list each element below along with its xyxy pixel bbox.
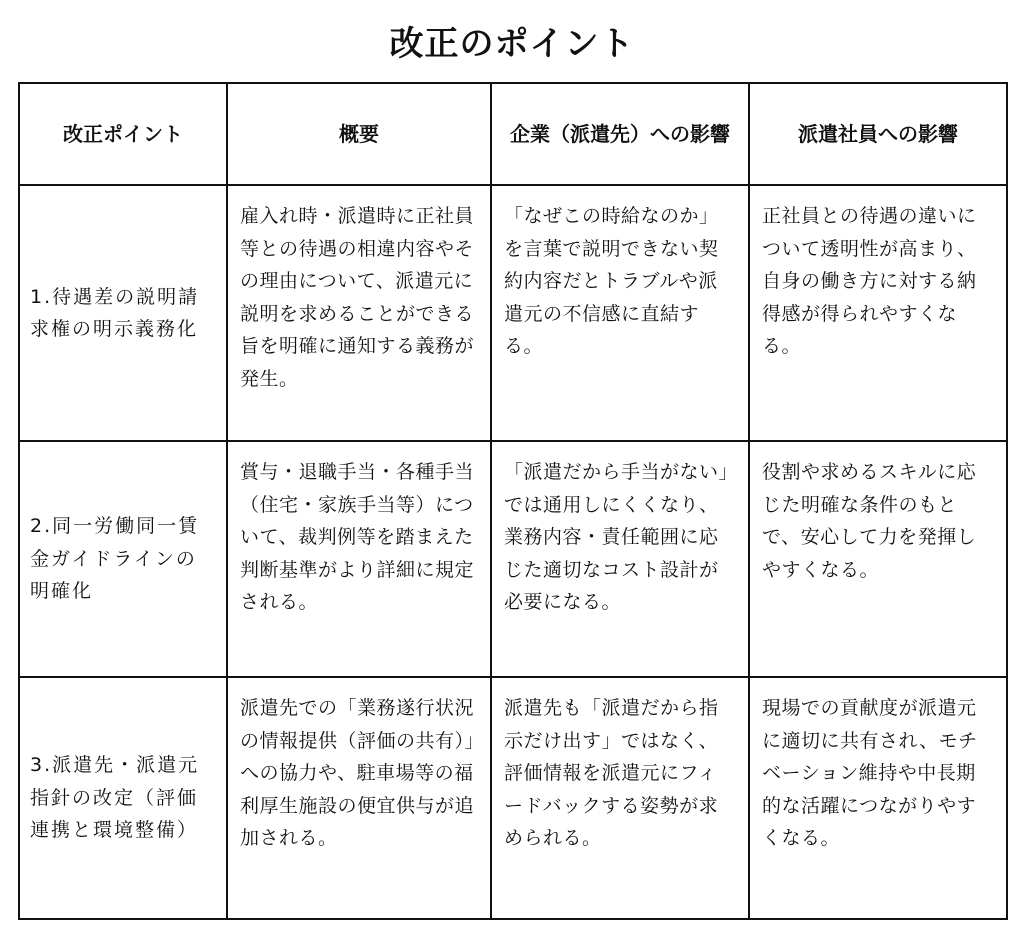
header-overview: 概要 [227, 83, 491, 185]
table-row [19, 677, 1007, 919]
table-row [19, 185, 1007, 441]
cell-overview: 雇入れ時・派遣時に正社員等との待遇の相違内容やその理由について、派遣元に説明を求めることができる旨を明確に通知する義務が発生。 [227, 185, 491, 441]
cell-company-impact: 「派遣だから手当がない」では通用しにくくなり、業務内容・責任範囲に応じた適切なコスト設計が必要になる。 [491, 441, 749, 677]
table-row [19, 441, 1007, 677]
cell-overview: 派遣先での「業務遂行状況の情報提供（評価の共有）」への協力や、駐車場等の福利厚生施設の便宜供与が追加される。 [227, 677, 491, 919]
cell-point: 1.待遇差の説明請求権の明示義務化 [19, 185, 227, 441]
cell-point: 3.派遣先・派遣元指針の改定（評価連携と環境整備） [19, 677, 227, 919]
cell-company-impact: 「なぜこの時給なのか」を言葉で説明できない契約内容だとトラブルや派遣元の不信感に直結する。 [491, 185, 749, 441]
header-company-impact: 企業（派遣先）への影響 [491, 83, 749, 185]
cell-point: 2.同一労働同一賃金ガイドラインの明確化 [19, 441, 227, 677]
page-title: 改正のポイント [389, 24, 635, 64]
table-header-row [19, 83, 1007, 185]
header-worker-impact: 派遣社員への影響 [749, 83, 1007, 185]
reform-points-table [18, 82, 1008, 920]
cell-overview: 賞与・退職手当・各種手当（住宅・家族手当等）について、裁判例等を踏まえた判断基準がより詳細に規定される。 [227, 441, 491, 677]
cell-company-impact: 派遣先も「派遣だから指示だけ出す」ではなく、評価情報を派遣元にフィードバックする姿勢が求められる。 [491, 677, 749, 919]
header-point: 改正ポイント [19, 83, 227, 185]
cell-worker-impact: 現場での貢献度が派遣元に適切に共有され、モチベーション維持や中長期的な活躍につながりやすくなる。 [749, 677, 1007, 919]
cell-worker-impact: 正社員との待遇の違いについて透明性が高まり、自身の働き方に対する納得感が得られやすくなる。 [749, 185, 1007, 441]
cell-worker-impact: 役割や求めるスキルに応じた明確な条件のもとで、安心して力を発揮しやすくなる。 [749, 441, 1007, 677]
